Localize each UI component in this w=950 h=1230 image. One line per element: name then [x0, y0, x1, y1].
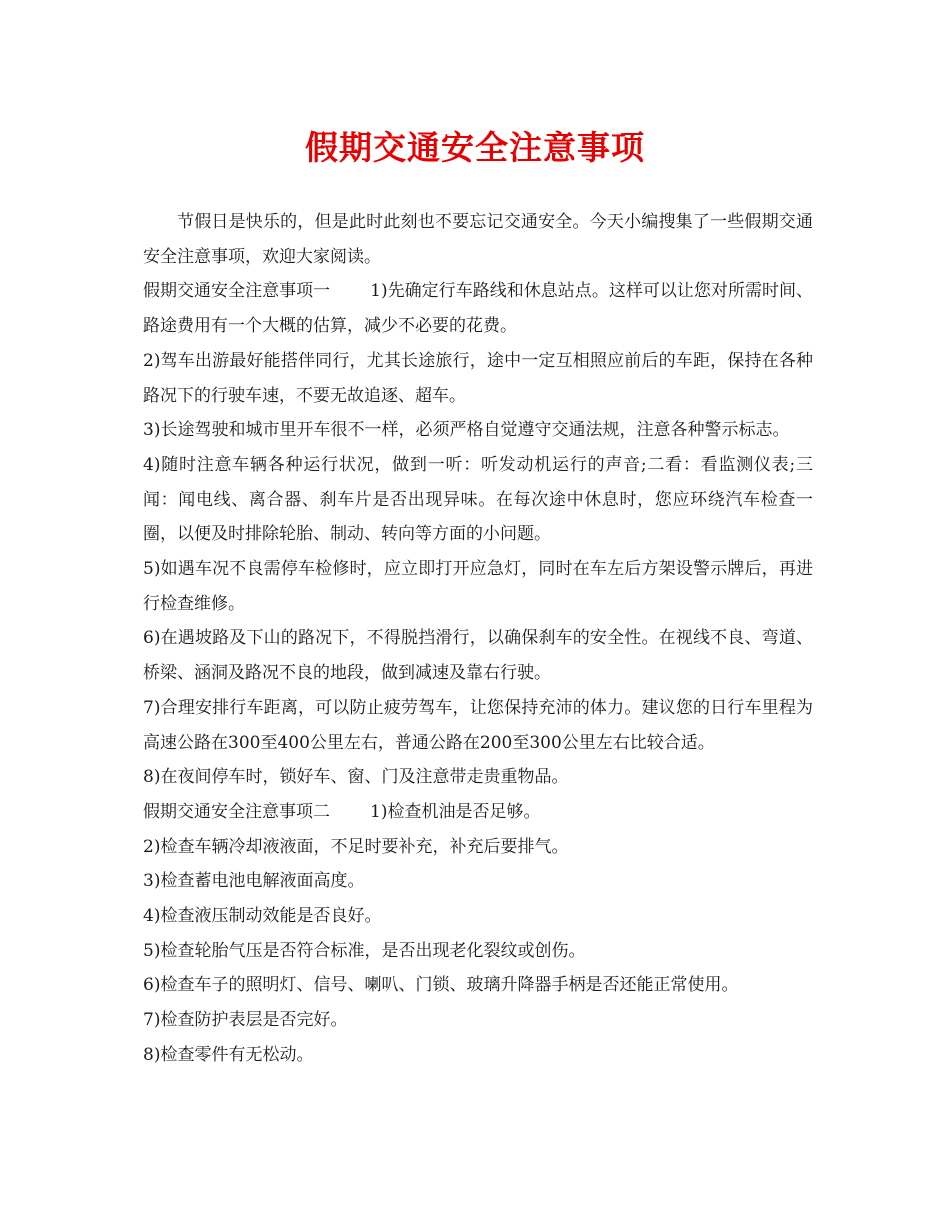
document-title: 假期交通安全注意事项 [305, 128, 645, 167]
section1-first-paragraph [143, 274, 813, 343]
section2-item-8: 8)检查零件有无松动。 [143, 1044, 314, 1065]
section1-item-5: 5)如遇车况不良需停车检修时，应立即打开应急灯，同时在车左后方架设警示牌后，再进行检查维修。 [143, 559, 813, 614]
section2-heading: 假期交通安全注意事项二 [143, 801, 330, 822]
section1-item-4: 4)随时注意车辆各种运行状况，做到一听：听发动机运行的声音;二看：看监测仪表;三闻：闻电线、离合器、刹车片是否出现异味。在每次途中休息时，您应环绕汽车检查一圈，以便及时排除轮胎、制动、转向等方面的小问题。 [143, 454, 813, 545]
section1-item-3: 3)长途驾驶和城市里开车很不一样，必须严格自觉遵守交通法规，注意各种警示标志。 [143, 420, 790, 441]
section2-item-4: 4)检查液压制动效能是否良好。 [143, 906, 382, 927]
section1-item-1: 1)先确定行车路线和休息站点。这样可以让您对所需时间、路途费用有一个大概的估算，减少不必要的花费。 [143, 281, 813, 337]
intro-paragraph: 节假日是快乐的，但是此时此刻也不要忘记交通安全。今天小编搜集了一些假期交通安全注意事项，欢迎大家阅读。 [143, 212, 813, 267]
section2-item-6: 6)检查车子的照明灯、信号、喇叭、门锁、玻璃升降器手柄是否还能正常使用。 [143, 975, 739, 996]
document-body [143, 205, 813, 1073]
section2-item-1: 1)检查机油是否足够。 [370, 801, 541, 822]
section1-heading: 假期交通安全注意事项一 [143, 281, 331, 302]
section1-item-8: 8)在夜间停车时，锁好车、窗、门及注意带走贵重物品。 [143, 767, 569, 788]
section2-item-7: 7)检查防护表层是否完好。 [143, 1010, 348, 1031]
section1-item-7: 7)合理安排行车距离，可以防止疲劳驾车，让您保持充沛的体力。建议您的日行车里程为高速公路在300至400公里左右，普通公路在200至300公里左右比较合适。 [143, 697, 813, 753]
section2-item-5: 5)检查轮胎气压是否符合标准，是否出现老化裂纹或创伤。 [143, 940, 586, 961]
section2-item-2: 2)检查车辆冷却液液面，不足时要补充，补充后要排气。 [143, 836, 569, 857]
section2-item-3: 3)检查蓄电池电解液面高度。 [143, 871, 365, 892]
section1-item-6: 6)在遇坡路及下山的路况下，不得脱挡滑行，以确保刹车的安全性。在视线不良、弯道、桥梁、涵洞及路况不良的地段，做到减速及靠右行驶。 [143, 628, 813, 684]
section1-item-2: 2)驾车出游最好能搭伴同行，尤其长途旅行，途中一定互相照应前后的车距，保持在各种路况下的行驶车速，不要无故追逐、超车。 [143, 350, 813, 406]
section2-first-paragraph [143, 795, 813, 830]
